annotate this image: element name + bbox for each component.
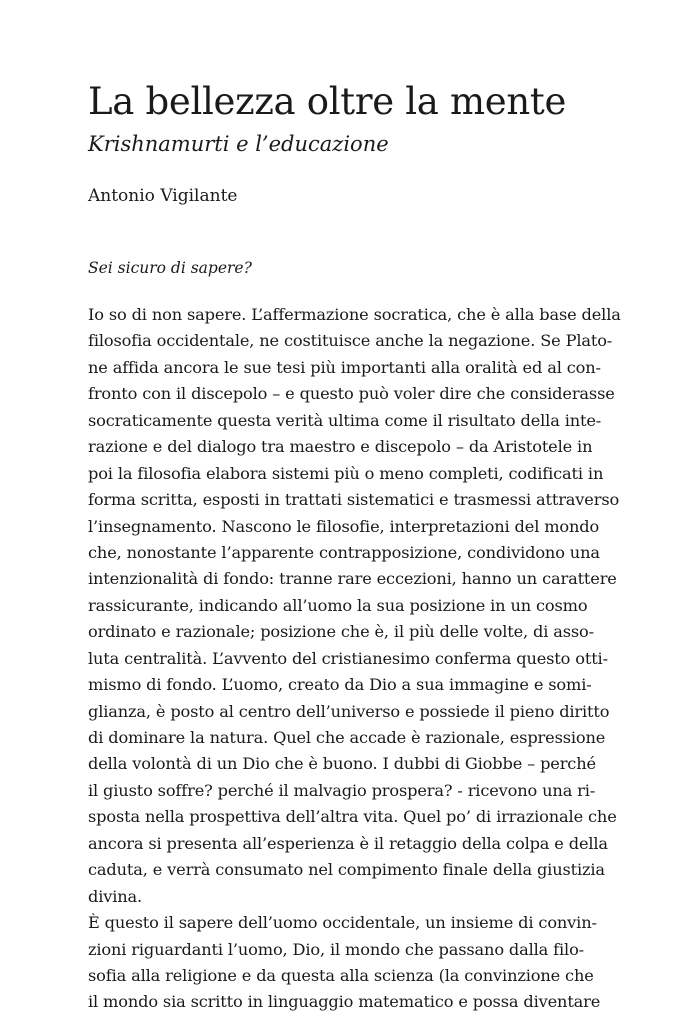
text-line: della volontà di un Dio che è buono. I dubbi di Giobbe – perché	[88, 754, 596, 774]
author-name: Antonio Vigilante	[88, 186, 238, 206]
text-line: filosofia occidentale, ne costituisce anche la negazione. Se Plato-	[88, 331, 613, 351]
text-line: il giusto soffre? perché il malvagio prospera? - ricevono una ri-	[88, 780, 596, 800]
text-line: Io so di non sapere. L’affermazione socratica, che è alla base della	[88, 305, 621, 324]
text-line: zioni riguardanti l’uomo, Dio, il mondo che passano dalla filo-	[88, 939, 584, 959]
text-line: sofia alla religione e da questa alla scienza (la convinzione che	[88, 965, 594, 985]
text-line: socraticamente questa verità ultima come il risultato della inte-	[88, 410, 602, 430]
text-line: razione e del dialogo tra maestro e discepolo – da Aristotele in	[88, 437, 593, 457]
text-line: ancora si presenta all’esperienza è il retaggio della colpa e della	[88, 833, 608, 853]
text-line: sposta nella prospettiva dell’altra vita. Quel po’ di irrazionale che	[88, 807, 617, 827]
text-line: glianza, è posto al centro dell’universo e possiede il pieno diritto	[88, 701, 610, 721]
text-line: fronto con il discepolo – e questo può voler dire che considerasse	[88, 384, 615, 404]
text-line: di dominare la natura. Quel che accade è razionale, espressione	[88, 728, 606, 747]
text-line: mismo di fondo. L’uomo, creato da Dio a sua immagine e somi-	[88, 675, 592, 695]
text-line: poi la filosofia elabora sistemi più o meno completi, codificati in	[88, 463, 604, 483]
text-line: rassicurante, indicando all’uomo la sua posizione in un cosmo	[88, 595, 588, 615]
text-line: ne affida ancora le sue tesi più importanti alla oralità ed al con-	[88, 357, 601, 377]
body-text	[88, 302, 621, 1016]
text-line: il mondo sia scritto in linguaggio matematico e possa diventare	[88, 992, 601, 1012]
text-line: caduta, e verrà consumato nel compimento finale della giustizia	[88, 860, 605, 880]
text-line: È questo il sapere dell’uomo occidentale, un insieme di convin-	[88, 913, 597, 933]
text-line: luta centralità. L’avvento del cristianesimo conferma questo otti-	[88, 648, 608, 668]
book-subtitle: Krishnamurti e l’educazione	[88, 132, 389, 156]
text-line: l’insegnamento. Nascono le filosofie, interpretazioni del mondo	[88, 516, 600, 536]
text-line: che, nonostante l’apparente contrapposizione, condividono una	[88, 542, 600, 562]
text-line: ordinato e razionale; posizione che è, il più delle volte, di asso-	[88, 622, 594, 642]
section-heading: Sei sicuro di sapere?	[88, 259, 252, 277]
text-line: intenzionalità di fondo: tranne rare eccezioni, hanno un carattere	[88, 569, 617, 589]
text-line: divina.	[88, 886, 143, 906]
text-line: forma scritta, esposti in trattati sistematici e trasmessi attraverso	[88, 490, 620, 510]
book-title: La bellezza oltre la mente	[88, 80, 567, 123]
